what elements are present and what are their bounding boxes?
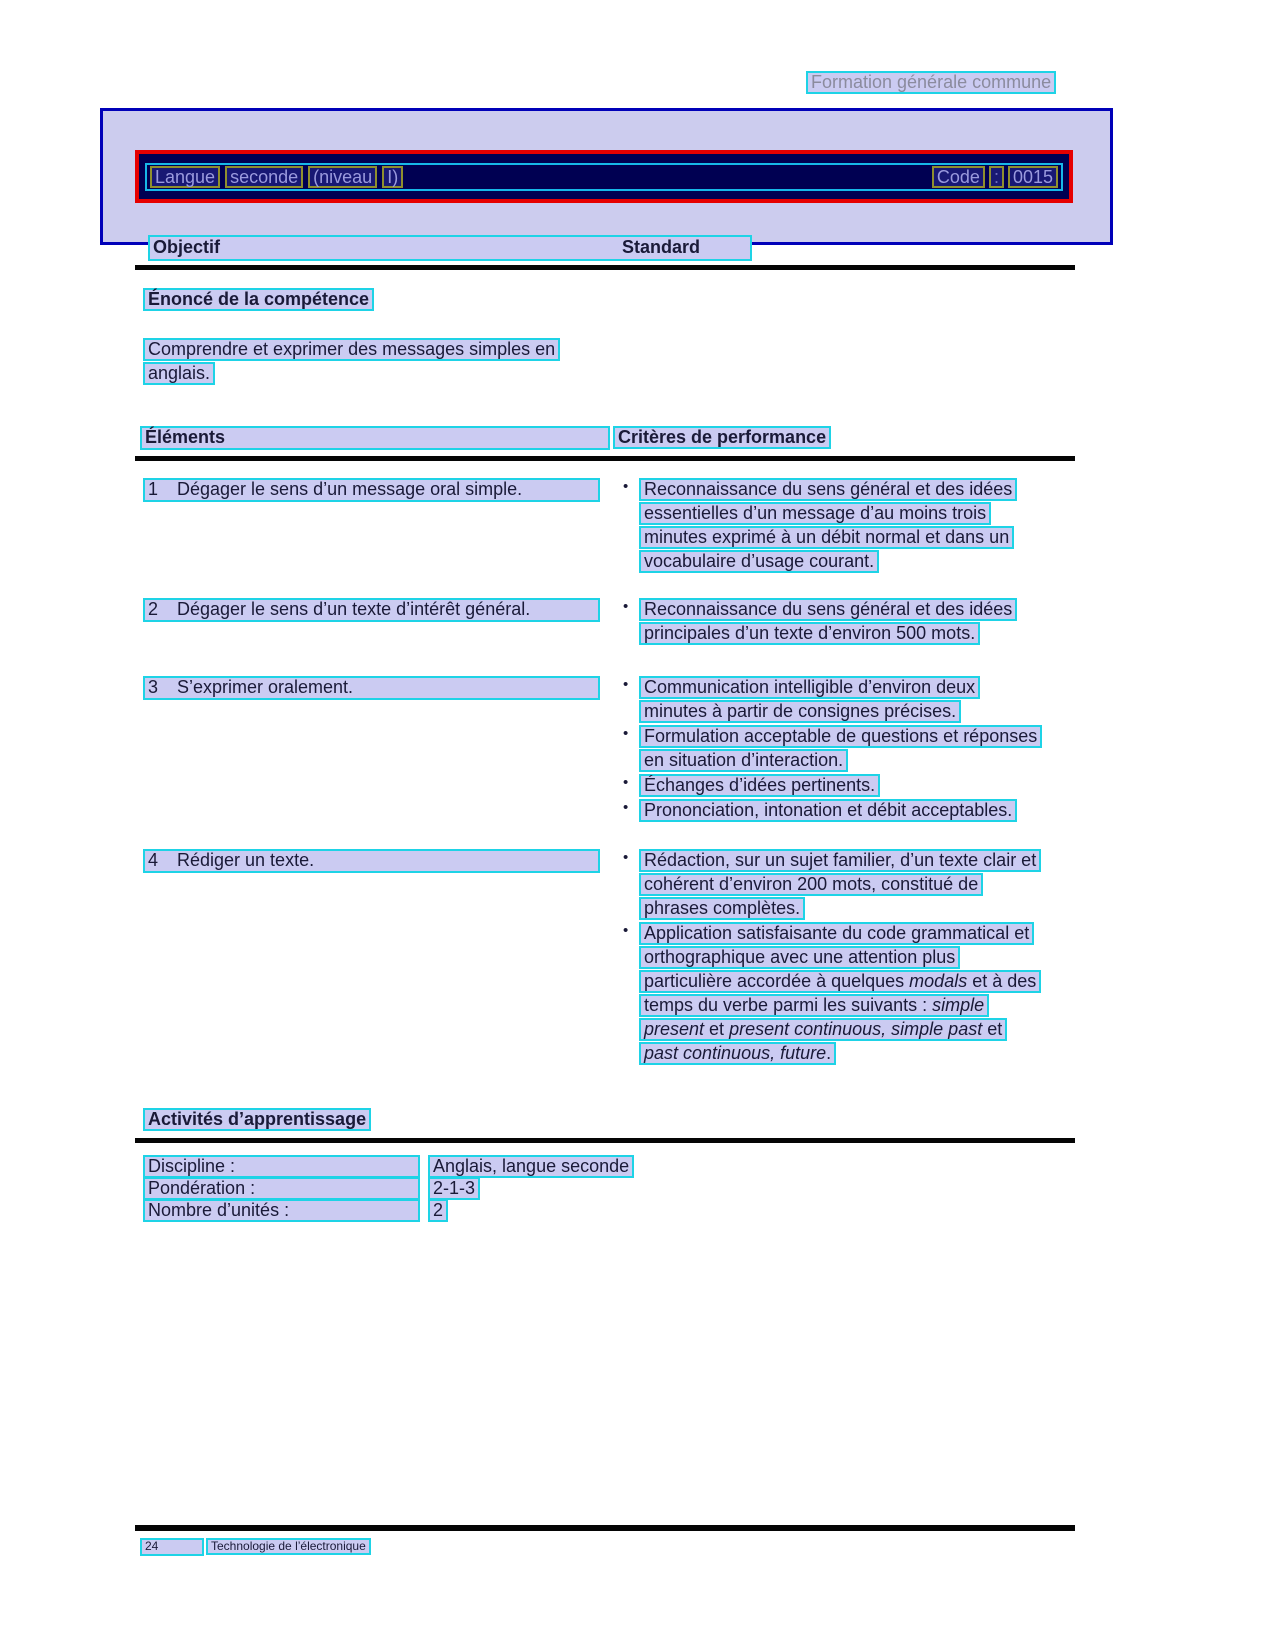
criterion-line: Communication intelligible d’environ deux [639,676,980,699]
criterion-bullet [622,676,1075,723]
criterion-line: particulière accordée à quelques modals et à des [639,970,1041,993]
bullet-dot-icon: • [623,774,629,791]
table-row [143,849,1075,1067]
criterion-line: temps du verbe parmi les suivants : simple [639,994,989,1017]
element-text: Dégager le sens d’un message oral simple. [177,479,523,499]
footer-program: Technologie de l’électronique [206,1538,371,1555]
criterion-line: en situation d’interaction. [639,749,848,772]
field-label: Discipline : [143,1155,420,1178]
criterion-bullet [622,922,1075,1065]
criterion-line: principales d’un texte d’environ 500 mots. [639,622,980,645]
footer-rule [135,1525,1075,1531]
bullet-dot-icon: • [623,478,629,495]
standard-header: Standard [622,237,701,257]
criterion-line: vocabulaire d’usage courant. [639,550,879,573]
criterion-line: minutes à partir de consignes précises. [639,700,961,723]
bullet-dot-icon: • [623,849,629,866]
competence-statement-line: anglais. [143,362,215,385]
criterion-line: Reconnaissance du sens général et des idées [639,598,1017,621]
bullet-dot-icon: • [623,676,629,693]
field-value: Anglais, langue seconde [428,1155,634,1178]
criterion-bullet [622,725,1075,772]
field-label: Pondération : [143,1177,420,1200]
criterion-line: phrases complètes. [639,897,805,920]
header-label: Formation générale commune [806,71,1056,94]
field-value: 2 [428,1199,448,1222]
element-text: S’exprimer oralement. [177,677,354,697]
competence-heading: Énoncé de la compétence [143,288,374,311]
criterion-line: essentielles d’un message d’au moins trois [639,502,991,525]
rule [135,265,1075,270]
element-cell [143,598,600,622]
field-label: Nombre d’unités : [143,1199,420,1222]
field-value: 2-1-3 [428,1177,480,1200]
course-word-box: I) [382,166,403,188]
course-word-box: Langue [150,166,220,188]
element-number: 2 [148,599,159,619]
code-label: Code [932,166,985,188]
course-word-box: (niveau [308,166,377,188]
code-separator: : [989,166,1004,188]
rule [135,1138,1075,1143]
rule [135,456,1075,461]
competence-statement-line: Comprendre et exprimer des messages simples en [143,338,560,361]
elements-header: Éléments [140,426,610,450]
bullet-dot-icon: • [623,799,629,816]
criteria-cell [622,478,1075,573]
criterion-line: minutes exprimé à un débit normal et dans un [639,526,1014,549]
course-title-bar [135,150,1073,203]
criteria-cell [622,849,1075,1065]
criterion-line: Application satisfaisante du code grammatical et [639,922,1034,945]
criterion-line: Échanges d’idées pertinents. [639,774,880,797]
element-text: Rédiger un texte. [177,850,315,870]
criteria-header: Critères de performance [613,426,831,449]
element-cell [143,849,600,873]
element-text: Dégager le sens d’un texte d’intérêt général. [177,599,531,619]
column-header-band [148,235,752,261]
course-title-line [145,163,1063,191]
criterion-line: past continuous, future. [639,1042,836,1065]
course-code [932,166,1058,188]
table-row [143,478,1075,575]
table-row [143,598,1075,647]
table-row [143,676,1075,824]
course-word-box: seconde [225,166,303,188]
criterion-line: cohérent d’environ 200 mots, constitué de [639,873,983,896]
criterion-line: Reconnaissance du sens général et des idées [639,478,1017,501]
criterion-bullet [622,849,1075,920]
element-number: 4 [148,850,159,870]
element-cell [143,478,600,502]
bullet-dot-icon: • [623,725,629,742]
criterion-line: orthographique avec une attention plus [639,946,960,969]
page-number: 24 [140,1538,204,1556]
criterion-bullet [622,478,1075,573]
criteria-cell [622,598,1075,645]
bullet-dot-icon: • [623,598,629,615]
element-number: 3 [148,677,159,697]
element-cell [143,676,600,700]
criterion-line: Rédaction, sur un sujet familier, d’un texte clair et [639,849,1041,872]
criteria-cell [622,676,1075,822]
criterion-bullet [622,598,1075,645]
bullet-dot-icon: • [623,922,629,939]
element-number: 1 [148,479,159,499]
criterion-line: Prononciation, intonation et débit acceptables. [639,799,1017,822]
criterion-bullet [622,799,1075,822]
objectif-header: Objectif [153,237,221,257]
criterion-line: Formulation acceptable de questions et réponses [639,725,1042,748]
activities-heading: Activités d’apprentissage [143,1108,371,1131]
code-value: 0015 [1008,166,1058,188]
criterion-bullet [622,774,1075,797]
criterion-line: present et present continuous, simple past et [639,1018,1007,1041]
